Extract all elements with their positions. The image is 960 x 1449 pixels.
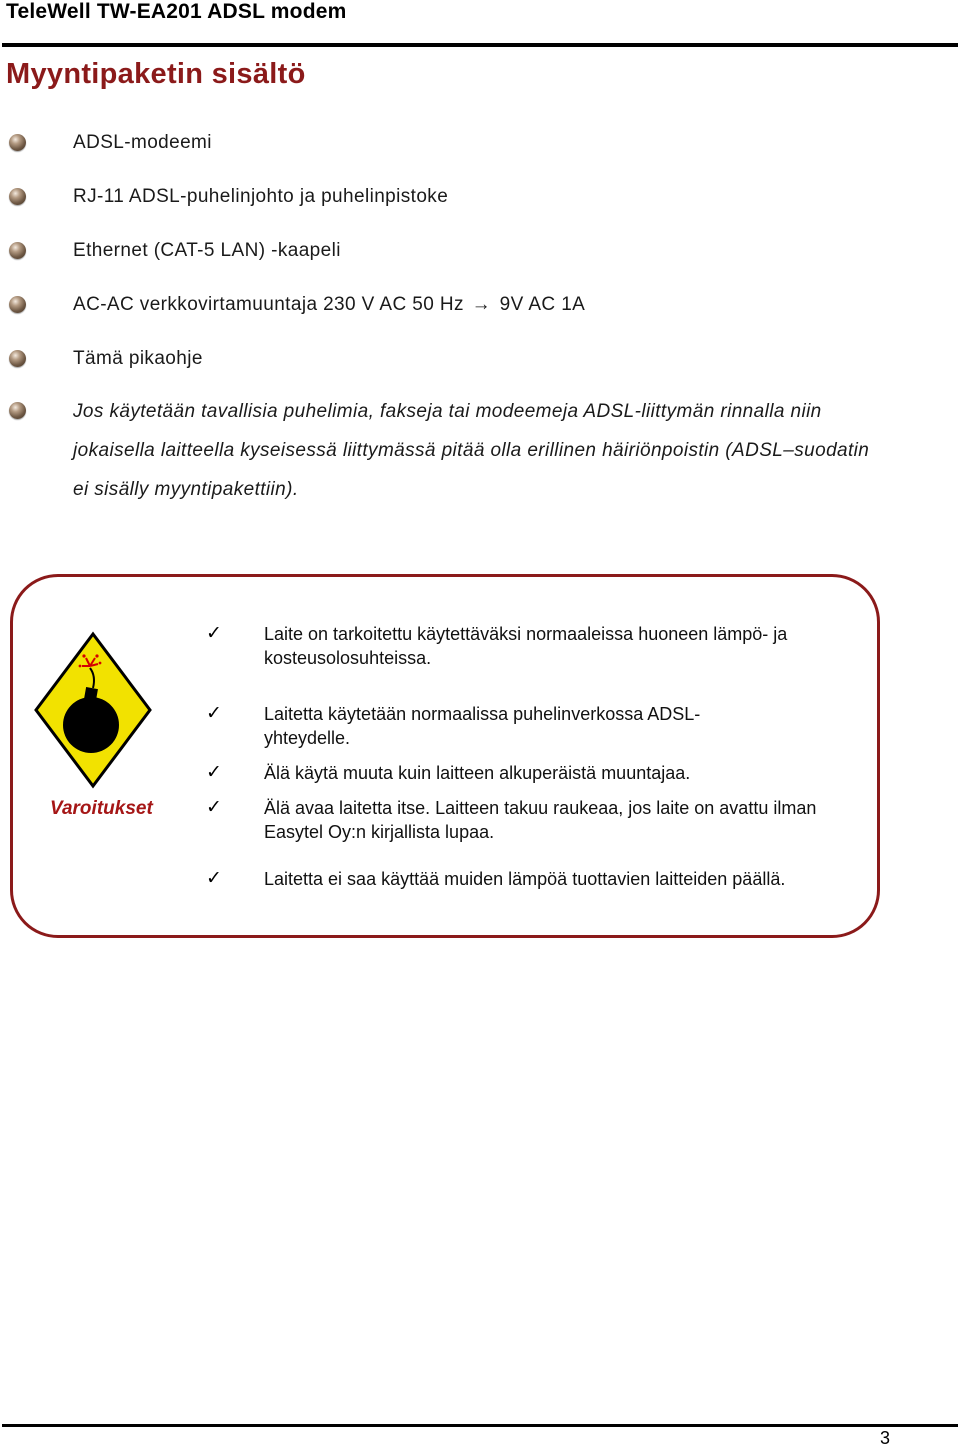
warning-item: Laitetta käytetään normaalissa puhelinverkossa ADSL-yhteydelle.	[264, 704, 701, 748]
section-title: Myyntipaketin sisältö	[6, 58, 306, 90]
transformer-spec-text: AC-AC verkkovirtamuuntaja 230 V AC 50 Hz	[73, 294, 464, 315]
checkmark-icon: ✓	[206, 623, 222, 644]
list-item-text: RJ-11 ADSL-puhelinjohto ja puhelinpistoke	[73, 186, 449, 207]
bullet-icon	[9, 242, 26, 259]
page-number: 3	[879, 1428, 890, 1448]
header-divider	[2, 43, 958, 47]
checkmark-icon: ✓	[206, 762, 222, 783]
warning-item: Älä käytä muuta kuin laitteen alkuperäistä muuntajaa.	[264, 763, 691, 783]
list-item-text: Ethernet (CAT-5 LAN) -kaapeli	[73, 240, 341, 261]
warning-item: Laite on tarkoitettu käytettäväksi normaaleissa huoneen lämpö- ja kosteusolosuhteissa.	[264, 624, 788, 668]
bullet-icon	[9, 296, 26, 313]
warning-item: Älä avaa laitetta itse. Laitteen takuu raukeaa, jos laite on avattu ilman Easytel Oy:n kirjallista lupaa.	[264, 798, 817, 842]
document-header-title: TeleWell TW-EA201 ADSL modem	[6, 0, 347, 23]
list-item-text	[73, 294, 585, 316]
bullet-icon	[9, 350, 26, 367]
bullet-icon	[9, 134, 26, 151]
transformer-output-text: 9V AC 1A	[499, 294, 586, 315]
list-item-text: Tämä pikaohje	[73, 348, 203, 369]
bomb-warning-icon	[32, 630, 154, 790]
bullet-icon	[9, 402, 26, 419]
checkmark-icon: ✓	[206, 797, 222, 818]
list-item-text: Jos käytetään tavallisia puhelimia, fakseja tai modeemeja ADSL-liittymän rinnalla niin jokaisella laitteella kyseisessä liittymässä pitää olla erillinen häiriönpoistin (ADSL–suodatin ei sisälly myyntipakettiin).	[73, 401, 870, 500]
warning-item: Laitetta ei saa käyttää muiden lämpöä tuottavien laitteiden päällä.	[264, 869, 786, 889]
footer-divider	[2, 1424, 958, 1427]
bullet-icon	[9, 188, 26, 205]
list-item-text: ADSL-modeemi	[73, 132, 212, 153]
checkmark-icon: ✓	[206, 703, 222, 724]
checkmark-icon: ✓	[206, 868, 222, 889]
arrow-right-icon: →	[471, 294, 491, 315]
warnings-label: Varoitukset	[50, 798, 153, 819]
